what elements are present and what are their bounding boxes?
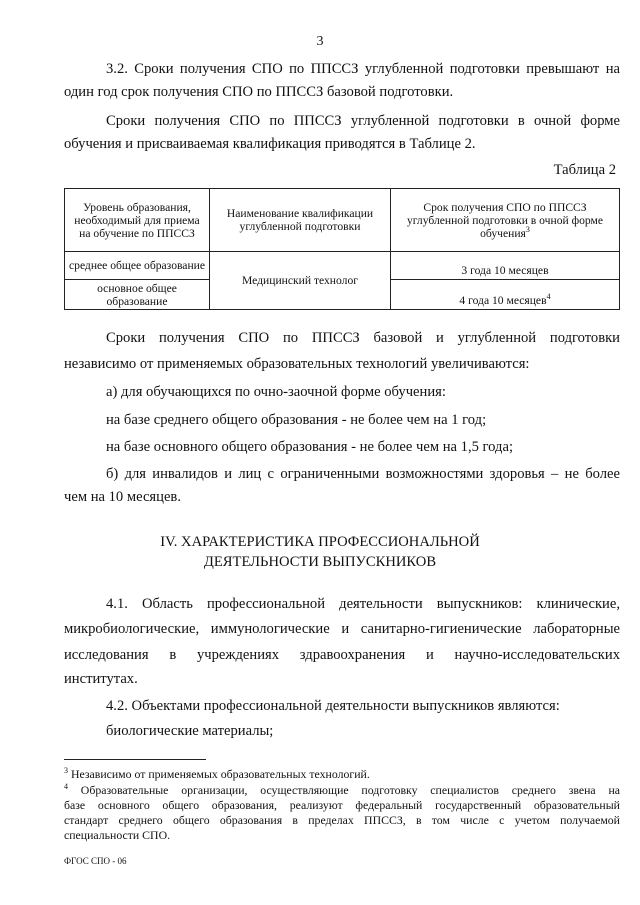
paragraph-4-1-line-3: исследования в учреждениях здравоохранения и научно-исследовательских — [64, 647, 620, 663]
table-header-level: Уровень образования, необходимый для приема на обучение по ППССЗ — [65, 189, 210, 252]
footnote-3: $^3$ Независимо от применяемых образовательных технологий. — [64, 766, 370, 781]
list-item-a: а) для обучающихся по очно-заочной форме обучения: — [106, 384, 446, 400]
list-item-a-basic: на базе основного общего образования - не более чем на 1,5 года; — [106, 439, 514, 455]
table-cell-level: среднее общее образование — [65, 252, 210, 280]
paragraph-4-1-line-2: микробиологические, иммунологические и санитарно-гигиенические лабораторные — [64, 621, 620, 637]
footnote-mark-3: 3 — [64, 766, 68, 776]
table-cell-level: основное общее образование — [65, 280, 210, 310]
footnote-4-line-3: стандарт среднего общего образования в пределах ППССЗ, в том числе с учетом получаемой — [64, 813, 620, 827]
paragraph-4-1-line-4: институтах. — [64, 671, 138, 687]
paragraph-terms-line-2: независимо от применяемых образовательных технологий увеличиваются: — [64, 356, 530, 372]
footnote-4-line-4: специальности СПО. — [64, 828, 171, 842]
paragraph-3-2-line-1: 3.2. Сроки получения СПО по ППССЗ углубленной подготовки превышают на — [106, 61, 620, 77]
footnote-ref-3: 3 — [525, 224, 530, 234]
list-item-b-line-2: чем на 10 месяцев. — [64, 489, 181, 505]
table-row — [65, 252, 620, 280]
table-cell-term: 4 года 10 месяцев$^4$ — [391, 280, 620, 310]
paragraph-4-1-line-1: 4.1. Область профессиональной деятельности выпускников: клинические, — [106, 596, 620, 612]
table-cell-term: 3 года 10 месяцев — [391, 252, 620, 280]
table-header-qualification: Наименование квалификации углубленной подготовки — [210, 189, 391, 252]
footnote-mark-4: 4 — [64, 782, 68, 792]
page-number: 3 — [316, 34, 324, 49]
section-heading-line-2: ДЕЯТЕЛЬНОСТИ ВЫПУСКНИКОВ — [203, 554, 437, 570]
document-code: ФГОС СПО - 06 — [64, 856, 127, 866]
table-header-row — [65, 189, 620, 252]
list-item-b-line-1: б) для инвалидов и лиц с ограниченными возможностями здоровья – не более — [106, 466, 620, 482]
footnote-separator — [64, 759, 206, 760]
paragraph-3-2-line-2: один год срок получения СПО по ППССЗ базовой подготовки. — [64, 84, 454, 100]
paragraph-table-intro-line-2: обучения и присваиваемая квалификация приводятся в Таблице 2. — [64, 136, 476, 152]
footnote-4-line-2: базе основного общего образования, реализуют федеральный государственный образовательный — [64, 798, 620, 812]
qualification-table — [64, 188, 620, 310]
section-heading-line-1: IV. ХАРАКТЕРИСТИКА ПРОФЕССИОНАЛЬНОЙ — [160, 534, 480, 550]
table-caption: Таблица 2 — [553, 162, 616, 178]
paragraph-terms-line-1: Сроки получения СПО по ППССЗ базовой и углубленной подготовки — [106, 330, 620, 346]
list-item-a-secondary: на базе среднего общего образования - не более чем на 1 год; — [106, 412, 487, 428]
table-cell-qualification: Медицинский технолог — [210, 252, 391, 310]
footnote-4-line-1: $^4$ Образовательные организации, осуществляющие подготовку специалистов среднего звена на — [64, 782, 621, 797]
paragraph-4-2-line-2: биологические материалы; — [106, 723, 274, 739]
footnote-ref-4: 4 — [546, 292, 551, 302]
paragraph-table-intro-line-1: Сроки получения СПО по ППССЗ углубленной подготовки в очной форме — [106, 113, 620, 129]
paragraph-4-2-line-1: 4.2. Объектами профессиональной деятельности выпускников являются: — [106, 698, 560, 714]
table-header-term: Срок получения СПО по ППССЗ углубленной подготовки в очной форме обучения$^3$ — [391, 189, 620, 252]
